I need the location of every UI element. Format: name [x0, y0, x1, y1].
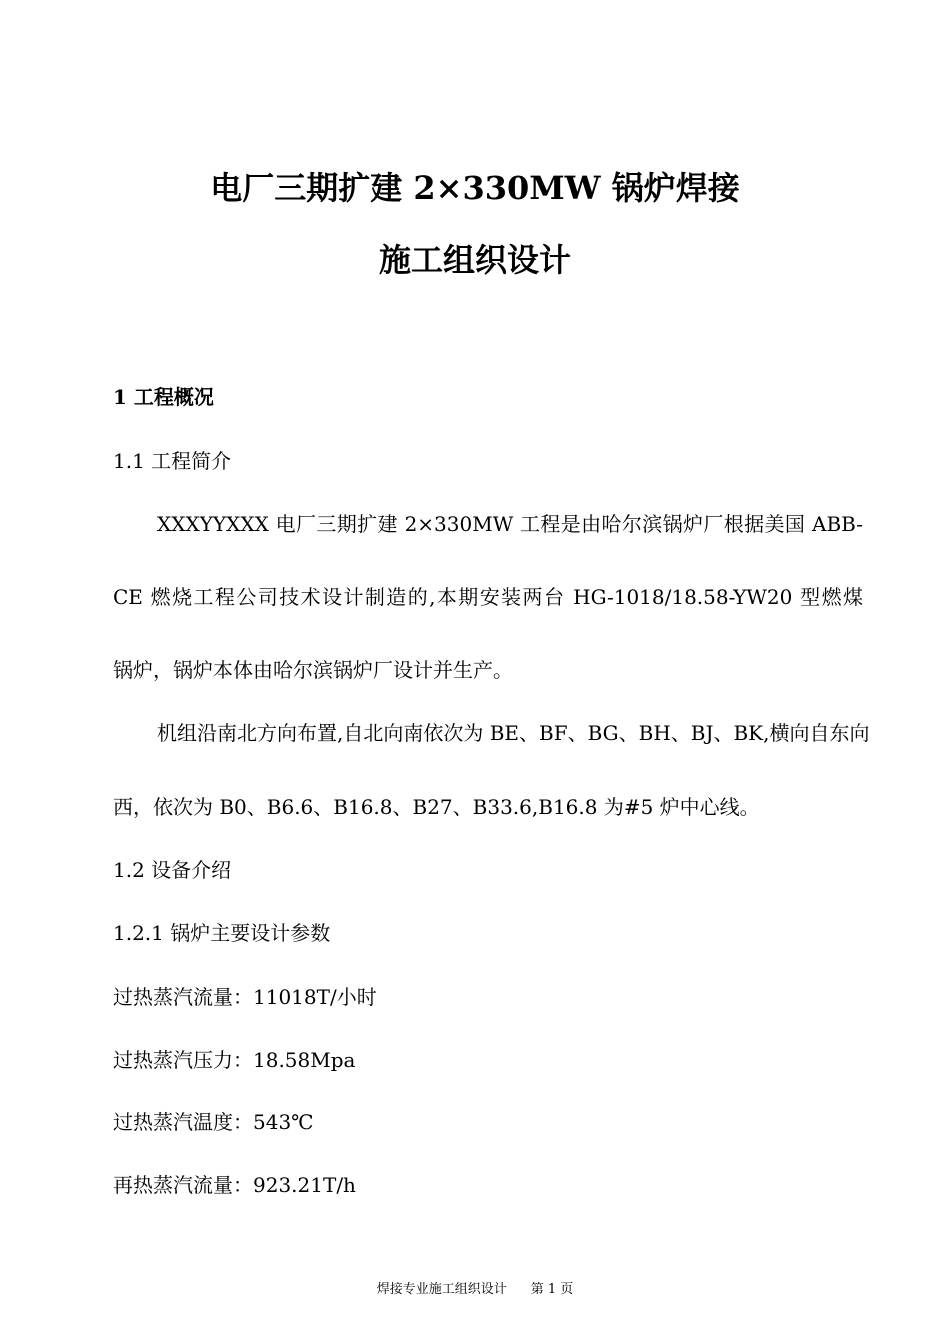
- page-footer: [0, 1281, 950, 1299]
- paragraph-2-line-2: 西，依次为 B0、B6.6、B16.8、B27、B33.6,B16.8 为#5 炉中心线。: [113, 795, 760, 819]
- paragraph-1-line-2: CE 燃烧工程公司技术设计制造的,本期安装两台 HG-1018/18.58-YW20 型燃煤: [113, 585, 863, 609]
- param-reheated-steam-flow: 再热蒸汽流量：923.21T/h: [113, 1173, 356, 1197]
- footer-document-name: 焊接专业施工组织设计: [376, 1282, 507, 1297]
- document-title-line-2: 施工组织设计: [378, 241, 571, 279]
- footer-page-number: 第 1 页: [530, 1282, 574, 1297]
- paragraph-1-line-1: XXXYYXXX 电厂三期扩建 2×330MW 工程是由哈尔滨锅炉厂根据美国 ABB-: [157, 512, 863, 536]
- document-title-line-1: 电厂三期扩建 2×330MW 锅炉焊接: [210, 169, 740, 207]
- paragraph-2-line-1: 机组沿南北方向布置,自北向南依次为 BE、BF、BG、BH、BJ、BK,横向自东向: [157, 721, 870, 745]
- param-superheated-steam-temperature: 过热蒸汽温度：543℃: [113, 1110, 314, 1134]
- section-1-heading: 1 工程概况: [113, 385, 214, 409]
- param-superheated-steam-pressure: 过热蒸汽压力：18.58Mpa: [113, 1048, 356, 1072]
- param-superheated-steam-flow: 过热蒸汽流量：11018T/小时: [113, 985, 377, 1009]
- section-1-2-1-heading: 1.2.1 锅炉主要设计参数: [113, 921, 331, 945]
- section-1-2-heading: 1.2 设备介绍: [113, 858, 232, 882]
- paragraph-1-line-3: 锅炉，锅炉本体由哈尔滨锅炉厂设计并生产。: [113, 658, 513, 682]
- section-1-1-heading: 1.1 工程简介: [113, 449, 232, 473]
